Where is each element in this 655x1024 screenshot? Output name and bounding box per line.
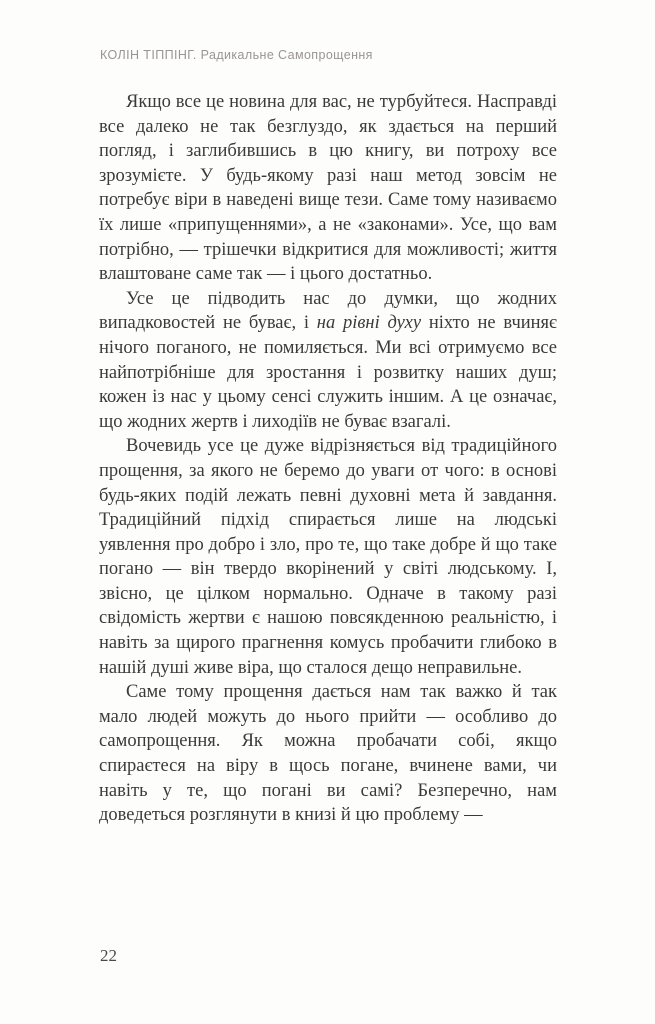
page-number: 22: [100, 946, 117, 965]
paragraph-1: Якщо все це новина для вас, не турбуйтеся. Насправді все далеко не так безглуздо, як здається на перший погляд, і заглибившись в цю книгу, ви потроху все зрозумієте. У будь-якому разі наш метод зовсім не потребує віри в наведені вище тези. Саме тому називаємо їх лише «припущеннями», а не «законами». Усе, що вам потрібно, — трішечки відкритися для можливості; життя влаштоване саме так — і цього достатньо.: [99, 92, 557, 285]
running-head: КОЛІН ТІППІНГ. Радикальне Самопрощення: [100, 48, 373, 62]
paragraph-2-text-pre: Усе це підводить нас до думки, що жодних випадковостей не буває, і: [99, 288, 557, 334]
paragraph-4: Саме тому прощення дається нам так важко й так мало людей можуть до нього прийти — особливо до самопрощення. Як можна пробачати собі, якщо спираєтеся на віру в щось погане, вчинене вами, чи навіть у те, що погані ви самі? Безперечно, нам доведеться розглянути в книзі й цю проблему —: [99, 682, 557, 826]
italic-phrase: на рівні духу: [316, 313, 422, 334]
paragraph-2: [99, 287, 557, 435]
paragraph-2-text-post: ніхто не вчиняє нічого поганого, не помиляється. Ми всі отримуємо все найпотрібніше для зростання і розвитку наших душ; кожен із нас у цьому сенсі служить іншим. А це означає, що жодних жертв і лиходіїв не буває взагалі.: [99, 313, 557, 432]
paragraph-3: Вочевидь усе це дуже відрізняється від традиційного прощення, за якого не беремо до уваги от чого: в основі будь-яких подій лежать певні духовні мета й завдання. Традиційний підхід спирається лише на людські уявлення про добро і зло, про те, що таке добре й що таке погано — він твердо вкорінений у світі людському. І, звісно, це цілком нормально. Одначе в такому разі свідомість жертви є нашою повсякденною реальністю, і навіть за щирого прагнення комусь пробачити глибоко в нашій душі живе віра, що сталося дещо неправильне.: [99, 436, 557, 678]
body-text: [99, 90, 557, 828]
